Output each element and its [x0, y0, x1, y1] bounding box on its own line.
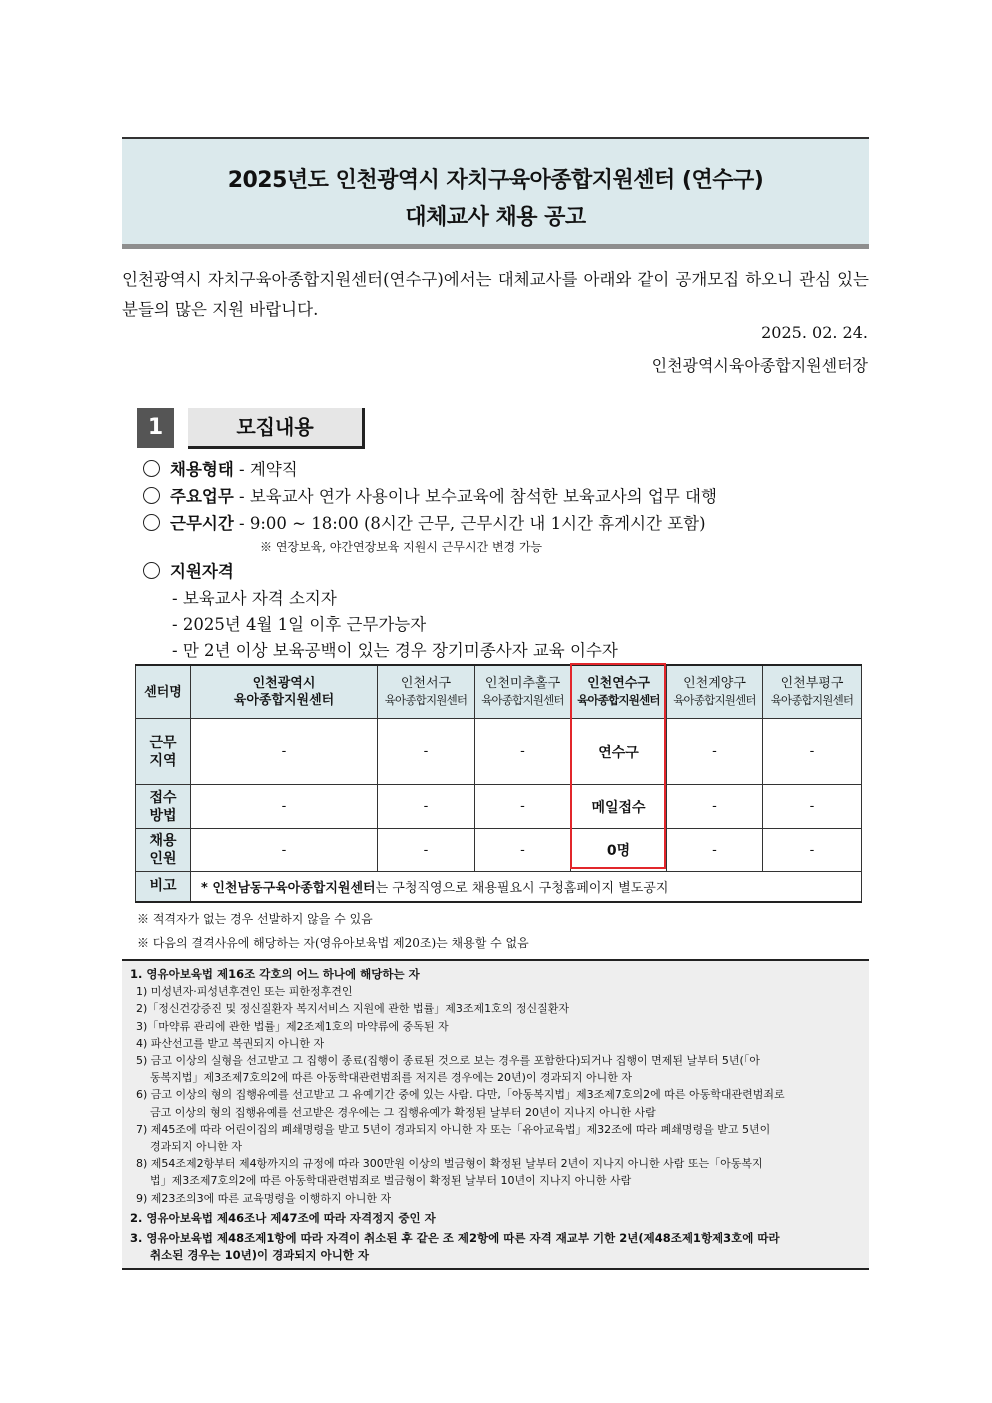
center-type: 육아종합지원센터 [673, 693, 756, 707]
table-header-row [136, 665, 862, 719]
table-row [136, 829, 862, 872]
disq-item: 6) 금고 이상의 형의 집행유예를 선고받고 그 유예기간 중에 있는 사람. 다만,「아동복지법」제3조제7호의2에 따른 아동학대관련범죄로 [136, 1088, 785, 1102]
table-cell: - [378, 829, 475, 872]
row-label-line: 방법 [149, 807, 177, 824]
center-header [191, 665, 378, 719]
remark-bold: * 인천남동구육아종합지원센터 [201, 880, 376, 896]
disq-item: 4) 파산선고를 받고 복권되지 아니한 자 [136, 1036, 325, 1050]
circle-bullet-icon [143, 562, 160, 579]
center-name: 인천서구 [400, 676, 452, 691]
table-cell: - [475, 719, 571, 785]
disq-heading-1: 1. 영유아보육법 제16조 각호의 어느 하나에 해당하는 자 [130, 967, 420, 981]
circle-bullet-icon [143, 514, 160, 531]
employment-type-value: - 계약직 [233, 460, 298, 479]
remark-cell [191, 872, 862, 902]
center-type: 육아종합지원센터 [770, 693, 854, 707]
row-label-line: 근무 [149, 734, 177, 751]
center-header [763, 665, 862, 719]
qualification-line: - 만 2년 이상 보육공백이 있는 경우 장기미종사자 교육 이수자 [172, 641, 618, 660]
main-duty [143, 483, 717, 507]
remark-text: 는 구청직영으로 채용필요시 구청홈페이지 별도공지 [375, 880, 669, 896]
row-label [136, 785, 191, 829]
row-label [136, 719, 191, 785]
work-hours-value: - 9:00 ~ 18:00 (8시간 근무, 근무시간 내 1시간 휴게시간 포함) [233, 514, 706, 533]
disq-item: 2)「정신건강증진 및 정신질환자 복지서비스 지원에 관한 법률」제3조제1호의 정신질환자 [136, 1002, 570, 1016]
table-cell: - [667, 829, 763, 872]
center-header [378, 665, 475, 719]
disq-heading-2: 2. 영유아보육법 제46조나 제47조에 따라 자격정지 중인 자 [130, 1210, 436, 1225]
intro-paragraph: 인천광역시 자치구육아종합지원센터(연수구)에서는 대체교사를 아래와 같이 공개모집 하오니 관심 있는 분들의 많은 지원 바랍니다. [122, 270, 869, 319]
center-header [667, 665, 763, 719]
table-cell: 연수구 [571, 719, 667, 785]
center-type: 육아종합지원센터 [577, 693, 660, 707]
row-label-line: 지역 [149, 752, 177, 769]
table-cell: - [667, 719, 763, 785]
row-label [136, 829, 191, 872]
disq-item-cont: 동복지법」제3조제7호의2에 따른 아동학대관련범죄를 저지른 경우에는 20년)이 경과되지 아니한 자 [150, 1071, 633, 1085]
remark-row [136, 872, 862, 902]
work-hours-note: ※ 연장보육, 야간연장보육 지원시 근무시간 변경 가능 [260, 540, 543, 554]
work-hours-label: 근무시간 [170, 514, 234, 533]
table-cell: 메일접수 [571, 785, 667, 829]
qualification-label: 지원자격 [170, 562, 234, 581]
disqualification-box [122, 959, 869, 1270]
title-line-1: 2025년도 인천광역시 자치구육아종합지원센터 (연수구) [227, 168, 764, 193]
circle-bullet-icon [143, 460, 160, 477]
employment-type [143, 456, 298, 480]
row-label-line: 접수 [149, 789, 177, 806]
center-name: 인천미추홀구 [484, 676, 561, 691]
center-type: 육아종합지원센터 [481, 693, 564, 707]
center-name: 인천광역시 [252, 676, 316, 691]
table-cell: - [191, 829, 378, 872]
table-cell: - [763, 785, 862, 829]
qualification [143, 558, 234, 582]
remark-label: 비고 [136, 872, 191, 902]
disq-item: 7) 제45조에 따라 어린이집의 폐쇄명령을 받고 5년이 경과되지 아니한 자 또는「유아교육법」제32조에 따라 폐쇄명령을 받고 5년이 [136, 1122, 771, 1136]
table-cell: 0명 [571, 829, 667, 872]
center-type: 육아종합지원센터 [233, 693, 335, 708]
announcement-date: 2025. 02. 24. [761, 323, 868, 342]
disq-item: 3)「마약류 관리에 관한 법률」제2조제1호의 마약류에 중독된 자 [136, 1019, 449, 1033]
disq-item: 5) 금고 이상의 실형을 선고받고 그 집행이 종료(집행이 종료된 것으로 보는 경우를 포함한다)되거나 집행이 면제된 날부터 5년(「아 [136, 1054, 760, 1068]
main-duty-value: - 보육교사 연가 사용이나 보수교육에 참석한 보육교사의 업무 대행 [233, 487, 717, 506]
section-number: 1 [137, 408, 174, 448]
center-type: 육아종합지원센터 [384, 693, 468, 707]
center-header-highlighted [571, 665, 667, 719]
main-duty-label: 주요업무 [170, 487, 234, 506]
corner-cell: 센터명 [136, 665, 191, 719]
disq-item-cont: 경과되지 아니한 자 [150, 1140, 243, 1154]
table-cell: - [191, 785, 378, 829]
table-cell: - [378, 719, 475, 785]
centers-table [135, 664, 862, 903]
disq-heading-3-cont: 취소된 경우는 10년)이 경과되지 아니한 자 [150, 1248, 370, 1263]
table-cell: - [667, 785, 763, 829]
disq-item: 8) 제54조제2항부터 제4항까지의 규정에 따라 300만원 이상의 벌금형이 확정된 날부터 2년이 지나지 아니한 사람 또는「아동복지 [136, 1157, 763, 1171]
disq-item: 9) 제23조의3에 따른 교육명령을 이행하지 아니한 자 [136, 1191, 392, 1205]
row-label-line: 채용 [149, 833, 177, 849]
qualification-line: - 2025년 4월 1일 이후 근무가능자 [172, 615, 427, 634]
signer: 인천광역시육아종합지원센터장 [651, 356, 868, 375]
circle-bullet-icon [143, 487, 160, 504]
table-cell: - [763, 829, 862, 872]
section-title: 모집내용 [188, 408, 365, 449]
center-name: 인천계양구 [683, 676, 746, 691]
center-header [475, 665, 571, 719]
table-cell: - [191, 719, 378, 785]
disq-item-cont: 금고 이상의 형의 집행유예를 선고받은 경우에는 그 집행유예가 확정된 날부터 20년이 지나지 아니한 사람 [150, 1105, 656, 1119]
employment-type-label: 채용형태 [170, 460, 234, 479]
footnote: ※ 다음의 결격사유에 해당하는 자(영유아보육법 제20조)는 채용할 수 없음 [137, 936, 529, 950]
work-hours [143, 510, 706, 534]
table-row [136, 719, 862, 785]
table-cell: - [475, 785, 571, 829]
center-name: 인천부평구 [780, 676, 844, 691]
table-cell: - [378, 785, 475, 829]
title-line-2: 대체교사 채용 공고 [405, 205, 586, 230]
title-box [122, 137, 869, 249]
table-cell: - [763, 719, 862, 785]
table-row [136, 785, 862, 829]
disq-item-cont: 법」제3조제7호의2에 따른 아동학대관련범죄로 벌금형이 확정된 날부터 10년이 지나지 아니한 사람 [150, 1174, 632, 1188]
footnote: ※ 적격자가 없는 경우 선발하지 않을 수 있음 [137, 912, 373, 926]
qualification-line: - 보육교사 자격 소지자 [172, 589, 337, 608]
disq-item: 1) 미성년자·피성년후견인 또는 피한정후견인 [136, 985, 353, 999]
table-cell: - [475, 829, 571, 872]
center-name: 인천연수구 [587, 676, 650, 691]
row-label-line: 인원 [149, 851, 177, 867]
disq-heading-3: 3. 영유아보육법 제48조제1항에 따라 자격이 취소된 후 같은 조 제2항에 따른 자격 재교부 기한 2년(제48조제1항제3호에 따라 [130, 1231, 780, 1246]
